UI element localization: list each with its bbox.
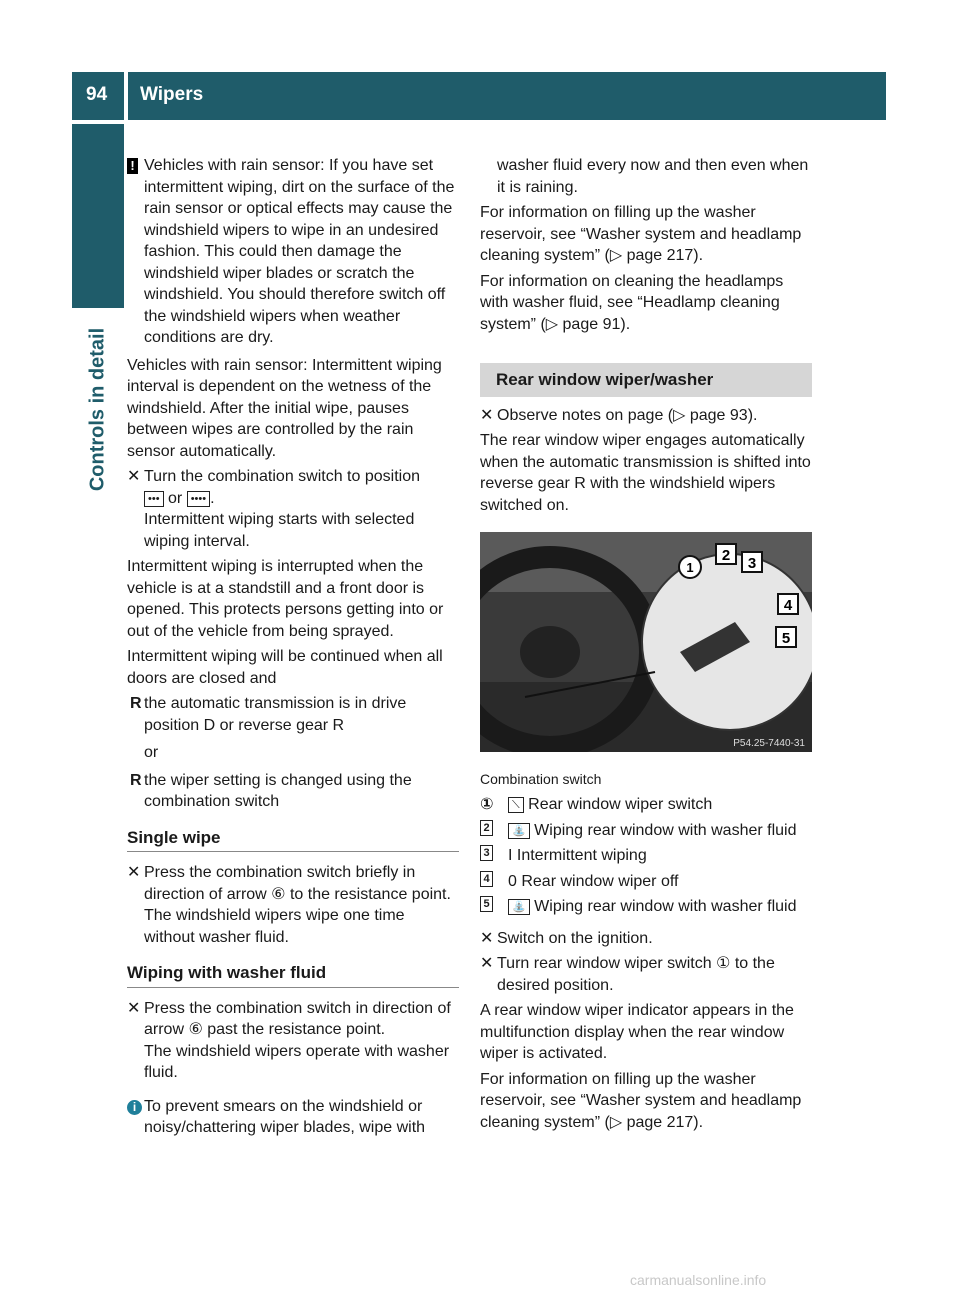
paragraph: For information on filling up the washer reservoir, see “Washer system and headlamp cleaning system” (▷ page 217). <box>480 204 802 264</box>
step-arrow-icon: ✕ <box>127 864 141 881</box>
svg-text:2: 2 <box>721 547 731 564</box>
watermark: carmanualsonline.info <box>630 1272 767 1288</box>
legend-item: 4 0 Rear window wiper off <box>480 871 812 893</box>
step-arrow-icon: ✕ <box>480 406 494 424</box>
header-bar <box>128 72 886 120</box>
left-column <box>127 155 459 1143</box>
right-column <box>480 155 812 1137</box>
paragraph: washer fluid every now and then even when it is raining. <box>497 157 809 196</box>
section-heading-washer: Wiping with washer fluid <box>127 962 459 988</box>
figure-caption: Combination switch <box>480 770 602 787</box>
warning-icon: ! <box>127 155 138 177</box>
paragraph: Intermittent wiping is interrupted when the vehicle is at a standstill and a front door is opened. This protects persons getting into or out of the vehicle from being sprayed. <box>127 558 444 640</box>
rear-washer-icon: ⛲ <box>508 899 530 915</box>
intermittent-1-icon: ••• <box>144 491 164 507</box>
rear-wiper-icon: ⟍ <box>508 797 524 813</box>
section-heading-rear-wiper: Rear window wiper/washer <box>480 363 812 397</box>
list-item: R the automatic transmission is in drive position D or reverse gear R <box>130 695 407 734</box>
svg-text:3: 3 <box>747 555 757 572</box>
step: ✕ Press the combination switch briefly in direction of arrow ⑥ to the resistance point. The windshield wipers wipe one time without washer fluid. <box>127 864 451 946</box>
combination-switch-photo <box>480 532 812 752</box>
legend-list <box>480 794 812 918</box>
photo-code: P54.25-7440-31 <box>733 738 805 749</box>
step: ✕ Press the combination switch in direction of arrow ⑥ past the resistance point. The windshield wipers operate with washer fluid. <box>127 999 451 1081</box>
svg-text:4: 4 <box>783 597 793 614</box>
step: ✕ Turn rear window wiper switch ① to the desired position. <box>480 955 775 994</box>
paragraph: A rear window wiper indicator appears in the multifunction display when the rear window wiper is activated. <box>480 1002 794 1062</box>
info-icon: i <box>127 1096 142 1118</box>
svg-text:5: 5 <box>781 630 791 647</box>
step-arrow-icon: ✕ <box>127 999 141 1017</box>
step-arrow-icon: ✕ <box>127 468 141 485</box>
step: ✕ Switch on the ignition. <box>480 928 812 950</box>
step-arrow-icon: ✕ <box>480 929 494 947</box>
rear-washer-icon: ⛲ <box>508 823 530 839</box>
paragraph: Vehicles with rain sensor: Intermittent wiping interval is dependent on the wetness of the windshield. After the initial wipe, pauses between wipes are controlled by the rain sensor automatically. <box>127 356 442 460</box>
step: ✕ Observe notes on page (▷ page 93). <box>480 405 812 427</box>
paragraph: The rear window wiper engages automatically when the automatic transmission is shifted into reverse gear R with the windshield wipers switched on. <box>480 432 811 514</box>
legend-item: 5 ⛲ Wiping rear window with washer fluid <box>480 896 812 918</box>
warning-note: ! Vehicles with rain sensor: If you have set intermittent wiping, dirt on the surface of the rain sensor or optical effects may cause the windshield wipers to wipe in an undesired fashion. This could then damage the windshield wiper blades or scratch the windshield. You should therefore switch off the windshield wipers when weather conditions are dry. <box>127 155 459 349</box>
legend-item: ① ⟍ Rear window wiper switch <box>480 796 713 813</box>
paragraph: For information on filling up the washer reservoir, see “Washer system and headlamp cleaning system” (▷ page 217). <box>480 1070 802 1131</box>
info-note: i To prevent smears on the windshield or noisy/chattering wiper blades, wipe with <box>127 1096 459 1139</box>
intermittent-2-icon: •••• <box>187 491 210 507</box>
step: ✕ Turn the combination switch to position ••• or •••• . Intermittent wiping starts with selected wiping interval. <box>127 468 420 550</box>
paragraph: Intermittent wiping will be continued when all doors are closed and <box>127 648 443 687</box>
page-number: 94 <box>86 84 108 105</box>
svg-text:1: 1 <box>686 560 694 575</box>
page-title: Wipers <box>140 84 204 105</box>
legend-item: 3 I Intermittent wiping <box>480 845 812 867</box>
side-tab <box>72 124 124 308</box>
side-section-label: Controls in detail <box>86 327 109 492</box>
section-heading-single-wipe: Single wipe <box>127 827 459 853</box>
step-arrow-icon: ✕ <box>480 955 494 972</box>
or-text: or <box>144 744 159 761</box>
list-item: R the wiper setting is changed using the combination switch <box>130 771 412 810</box>
legend-item: 2 ⛲ Wiping rear window with washer fluid <box>480 820 812 842</box>
paragraph: For information on cleaning the headlamps with washer fluid, see “Headlamp cleaning system” (▷ page 91). <box>480 272 784 333</box>
